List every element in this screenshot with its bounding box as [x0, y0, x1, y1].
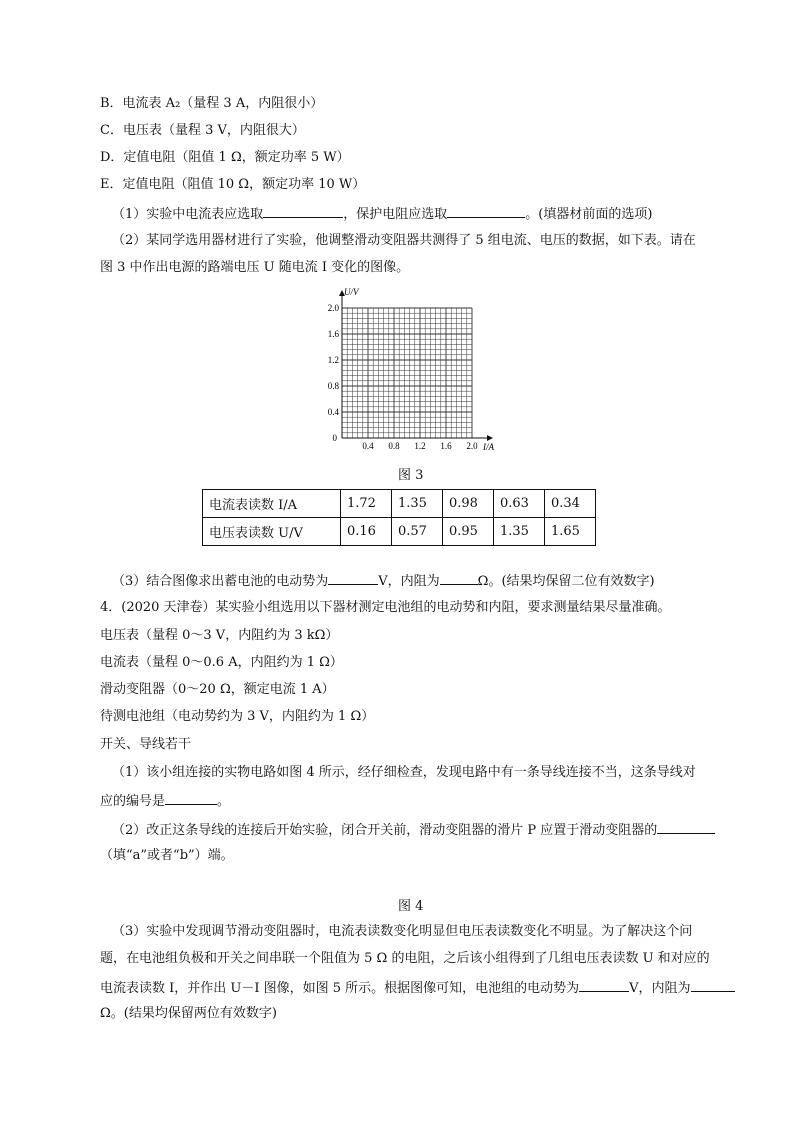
x-tick-1-2: 1.2: [414, 441, 426, 451]
x-tick-0-4: 0.4: [362, 441, 374, 451]
row-header-current: 电流表读数 I/A: [203, 490, 341, 518]
answer-blank-wire-number[interactable]: [165, 792, 217, 805]
table-cell: 0.57: [392, 518, 443, 546]
y-axis-label: U/V: [344, 287, 359, 297]
table-row: [203, 490, 596, 518]
problem-4-q2-line-2: （填“a”或者“b”）端。: [100, 848, 234, 863]
table-cell: 0.63: [494, 490, 545, 518]
table-cell: 0.98: [443, 490, 494, 518]
x-tick-0-8: 0.8: [388, 441, 400, 451]
origin-label: 0: [332, 433, 337, 443]
table-row: [203, 518, 596, 546]
problem-4-q1-line-1: （1）该小组连接的实物电路如图 4 所示，经仔细检查，发现电路中有一条导线连接不当，这条导线对: [112, 765, 696, 780]
problem-4-q3-line-3: 电流表读数 I，并作出 U－I 图像，如图 5 所示。根据图像可知，电池组的电动势为 V，内阻为: [100, 979, 735, 997]
grid-lines: [342, 308, 472, 438]
equipment-switch-wires: 开关、导线若干: [100, 737, 192, 752]
question-1: （1）实验中电流表应选取 ，保护电阻应选取 。(填器材前面的选项): [112, 207, 653, 222]
x-tick-2-0: 2.0: [466, 441, 478, 451]
table-cell: 1.35: [494, 518, 545, 546]
table-cell: 0.16: [341, 518, 392, 546]
table-cell: 0.34: [545, 490, 596, 518]
x-axis-label: I/A: [483, 442, 494, 451]
problem-4-q1-line-2: 应的编号是 。: [100, 794, 231, 809]
y-tick-1-6: 1.6: [327, 329, 339, 339]
answer-blank-slider-end[interactable]: [657, 821, 715, 834]
equipment-voltmeter: 电压表（量程 0～3 V，内阻约为 3 kΩ）: [100, 628, 339, 643]
figure-3-caption: 图 3: [398, 468, 424, 483]
option-b: B．电流表 A₂（量程 3 A，内阻很小）: [100, 96, 324, 111]
problem-4-q3-line-4: Ω。(结果均保留两位有效数字): [100, 1006, 277, 1021]
x-tick-1-6: 1.6: [440, 441, 452, 451]
table-cell: 1.35: [392, 490, 443, 518]
y-tick-0-4: 0.4: [327, 407, 339, 417]
row-header-voltage: 电压表读数 U/V: [203, 518, 341, 546]
answer-blank-resistance[interactable]: [440, 572, 478, 585]
y-tick-0-8: 0.8: [327, 381, 339, 391]
problem-4-intro: 4．(2020 天津卷）某实验小组选用以下器材测定电池组的电动势和内阻，要求测量结果尽量准确。: [100, 600, 671, 615]
answer-blank-resistance-2[interactable]: [691, 979, 735, 992]
problem-4-q3-line-2: 题，在电池组负极和开关之间串联一个阻值为 5 Ω 的电阻，之后该小组得到了几组电压表读数 U 和对应的: [100, 951, 710, 966]
data-table: [202, 489, 596, 546]
table-cell: 1.65: [545, 518, 596, 546]
table-cell: 0.95: [443, 518, 494, 546]
answer-blank-ammeter[interactable]: [263, 205, 343, 218]
figure-3-grid[interactable]: [315, 286, 510, 451]
option-e: E．定值电阻（阻值 10 Ω，额定功率 10 W）: [100, 177, 366, 192]
answer-blank-emf-2[interactable]: [579, 979, 629, 992]
question-3: （3）结合图像求出蓄电池的电动势为 V，内阻为 Ω。(结果均保留二位有效数字): [112, 574, 655, 589]
answer-blank-resistor[interactable]: [447, 205, 525, 218]
question-2-line-2: 图 3 中作出电源的路端电压 U 随电流 I 变化的图像。: [100, 260, 410, 275]
answer-blank-emf[interactable]: [328, 572, 378, 585]
problem-4-q2-line-1: （2）改正这条导线的连接后开始实验，闭合开关前，滑动变阻器的滑片 P 应置于滑动变阻器的: [112, 821, 715, 839]
equipment-battery: 待测电池组（电动势约为 3 V，内阻约为 1 Ω）: [100, 709, 375, 724]
x-axis-arrow: [487, 435, 493, 441]
problem-4-q3-line-1: （3）实验中发现调节滑动变阻器时，电流表读数变化明显但电压表读数变化不明显。为了解决这个问: [112, 924, 693, 939]
equipment-rheostat: 滑动变阻器（0～20 Ω，额定电流 1 A）: [100, 682, 335, 697]
y-tick-1-2: 1.2: [327, 355, 339, 365]
question-2-line-1: （2）某同学选用器材进行了实验，他调整滑动变阻器共测得了 5 组电流、电压的数据，如下表。请在: [112, 233, 696, 248]
table-cell: 1.72: [341, 490, 392, 518]
option-c: C．电压表（量程 3 V，内阻很大）: [100, 123, 305, 138]
y-tick-2-0: 2.0: [327, 303, 339, 313]
option-d: D．定值电阻（阻值 1 Ω，额定功率 5 W）: [100, 150, 350, 165]
figure-4-caption: 图 4: [398, 899, 424, 914]
equipment-ammeter: 电流表（量程 0～0.6 A，内阻约为 1 Ω）: [100, 655, 343, 670]
